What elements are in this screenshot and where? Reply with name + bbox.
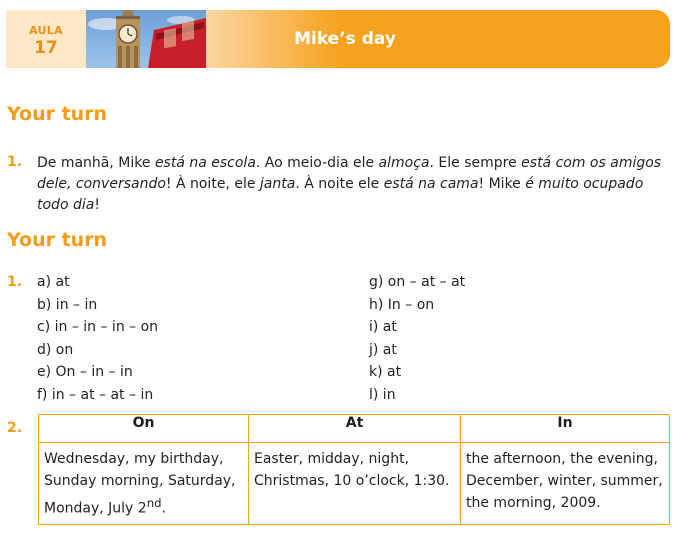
text-run: . Ele sempre: [429, 155, 522, 171]
cell-in: the afternoon, the evening, December, winter, summer, the morning, 2009.: [461, 443, 670, 525]
list-item: h) In – on: [369, 296, 435, 313]
list-item: d) on: [37, 341, 74, 358]
table-row: [39, 443, 670, 525]
italic-phrase: está na escola: [154, 155, 256, 171]
answer-paragraph: [37, 153, 677, 216]
item-number-1: 1.: [7, 154, 23, 170]
text-run: De manhã, Mike: [37, 155, 155, 171]
table-header-row: [39, 415, 670, 443]
text-run: . Ao meio-dia ele: [255, 155, 379, 171]
list-item: e) On – in – in: [37, 364, 133, 381]
list-item: k) at: [369, 364, 402, 381]
header-at: At: [249, 415, 461, 443]
prepositions-table: [38, 414, 670, 525]
cell-at: Easter, midday, night, Christmas, 10 o’clock, 1:30.: [249, 443, 461, 525]
text-run: !: [94, 197, 100, 213]
cell-on-end: .: [161, 500, 166, 517]
section-heading-your-turn-2: Your turn: [7, 229, 108, 251]
big-ben-photo: [86, 10, 206, 68]
cell-on-text: Wednesday, my birthday, Sunday morning, Saturday, Monday, July 2: [44, 451, 236, 517]
item-number-2-1: 1.: [7, 274, 23, 290]
lesson-badge: [6, 10, 86, 68]
text-run: . À noite ele: [295, 176, 384, 192]
italic-phrase: almoça: [378, 155, 430, 171]
page-title: Mike’s day: [294, 29, 396, 49]
lesson-label: AULA: [29, 24, 63, 37]
italic-phrase: é muito ocupado todo dia: [37, 176, 644, 213]
list-item: g) on – at – at: [369, 274, 466, 290]
list-item: l) in: [369, 386, 396, 403]
italic-phrase: está com os amigos dele, conversando: [37, 155, 662, 192]
text-run: ! À noite, ele: [165, 176, 260, 192]
cell-on-superscript: nd: [146, 496, 162, 510]
list-item: i) at: [369, 319, 397, 336]
header-on: On: [39, 415, 249, 443]
list-item: c) in – in – in – on: [37, 319, 159, 336]
answers-left-column: [37, 271, 158, 407]
lesson-number: 17: [34, 38, 58, 58]
italic-phrase: janta: [259, 176, 296, 192]
list-item: f) in – at – at – in: [37, 386, 154, 403]
italic-phrase: está na cama: [383, 176, 479, 192]
list-item: a) at: [37, 274, 70, 290]
section-heading-your-turn-1: Your turn: [7, 103, 108, 125]
header-in: In: [461, 415, 670, 443]
list-item: b) in – in: [37, 296, 98, 313]
list-item: j) at: [369, 341, 397, 358]
big-ben-illustration: [86, 10, 206, 68]
cell-on: [39, 443, 249, 525]
text-run: ! Mike: [478, 176, 526, 192]
item-number-2-2: 2.: [7, 420, 23, 436]
answers-right-column: [369, 271, 465, 407]
